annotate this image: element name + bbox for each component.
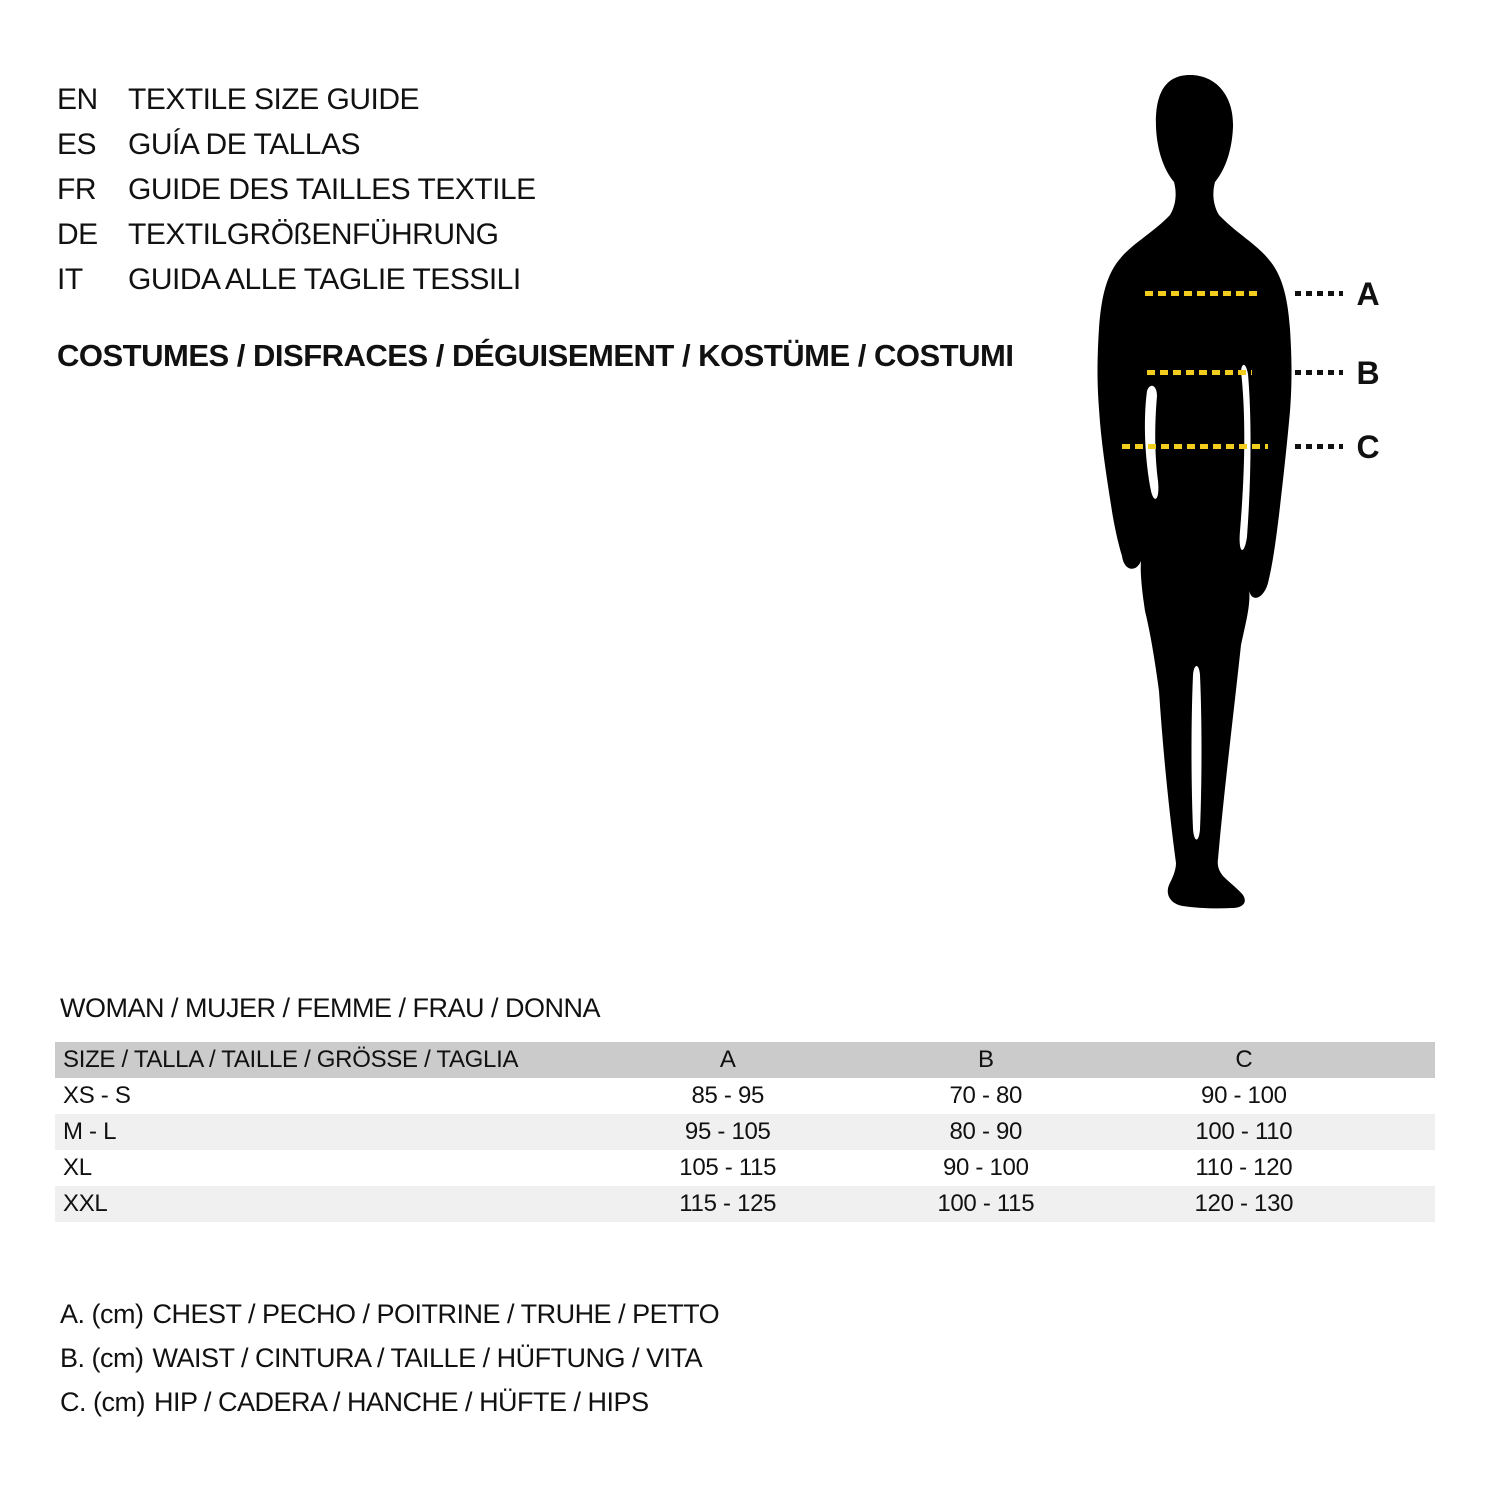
legend-key-a: A. (cm) [60,1298,144,1329]
lang-label-it: GUIDA ALLE TAGLIE TESSILI [128,262,521,296]
size-cell: M - L [63,1118,117,1145]
value-cell-c: 100 - 110 [1195,1118,1293,1145]
size-cell: XL [63,1154,92,1181]
measure-label-c: C [1356,429,1380,465]
size-table-header-size: SIZE / TALLA / TAILLE / GRÖSSE / TAGLIA [63,1046,519,1073]
measure-connector-b [1295,370,1343,375]
lang-code-en: EN [57,82,98,116]
measure-label-a: A [1356,276,1380,312]
lang-code-it: IT [57,262,83,296]
lang-row-en [57,77,536,122]
lang-label-en: TEXTILE SIZE GUIDE [128,82,420,116]
table-row [55,1150,1435,1186]
table-row [55,1078,1435,1114]
legend-item-waist [60,1336,719,1380]
size-table-header-c: C [1235,1046,1253,1073]
size-table-header-spacer [1373,1042,1435,1078]
legend-label-c: HIP / CADERA / HANCHE / HÜFTE / HIPS [153,1386,649,1417]
measure-connector-c [1295,444,1343,449]
legend-label-b: WAIST / CINTURA / TAILLE / HÜFTUNG / VITA [152,1342,703,1373]
lang-code-de: DE [57,217,98,251]
lang-row-it [57,257,536,302]
size-cell: XS - S [63,1082,131,1109]
measure-dash-b [1147,370,1252,375]
table-row [55,1186,1435,1222]
value-cell-c: 110 - 120 [1195,1154,1293,1181]
section-title-woman: WOMAN / MUJER / FEMME / FRAU / DONNA [60,993,600,1023]
value-cell-c: 120 - 130 [1194,1190,1294,1217]
legend-item-hip [60,1380,719,1424]
lang-code-fr: FR [57,172,96,206]
size-table-header-a: A [719,1046,736,1073]
measure-dash-c [1122,444,1268,449]
measure-label-b: B [1356,355,1380,391]
lang-row-fr [57,167,536,212]
size-cell: XXL [63,1190,108,1217]
value-cell-c: 90 - 100 [1201,1082,1287,1109]
value-cell-a: 105 - 115 [679,1154,777,1181]
measurement-legend [60,1292,719,1424]
value-cell-b: 100 - 115 [937,1190,1035,1217]
value-cell-a: 95 - 105 [684,1118,771,1145]
measure-connector-a [1295,291,1343,296]
lang-label-fr: GUIDE DES TAILLES TEXTILE [128,172,536,206]
size-table-header-b: B [977,1046,994,1073]
value-cell-a: 115 - 125 [679,1190,777,1217]
lang-code-es: ES [57,127,97,161]
size-table [55,1042,1435,1222]
language-heading-block [57,77,536,302]
size-table-header-row [55,1042,1435,1078]
measure-dash-a [1145,291,1258,296]
value-cell-b: 90 - 100 [942,1154,1029,1181]
legend-item-chest [60,1292,719,1336]
value-cell-b: 80 - 90 [949,1118,1023,1145]
lang-row-es [57,122,536,167]
legend-key-b: B. (cm) [60,1342,144,1373]
lang-label-es: GUÍA DE TALLAS [128,127,360,161]
category-title: COSTUMES / DISFRACES / DÉGUISEMENT / KOSTÜME / COSTUMI [57,338,1014,373]
lang-row-de [57,212,536,257]
legend-key-c: C. (cm) [60,1386,145,1417]
value-cell-b: 70 - 80 [949,1082,1023,1109]
legend-label-a: CHEST / PECHO / POITRINE / TRUHE / PETTO [152,1298,720,1329]
lang-label-de: TEXTILGRÖßENFÜHRUNG [128,217,499,251]
woman-silhouette-icon [1095,73,1300,909]
value-cell-a: 85 - 95 [691,1082,765,1109]
table-row [55,1114,1435,1150]
